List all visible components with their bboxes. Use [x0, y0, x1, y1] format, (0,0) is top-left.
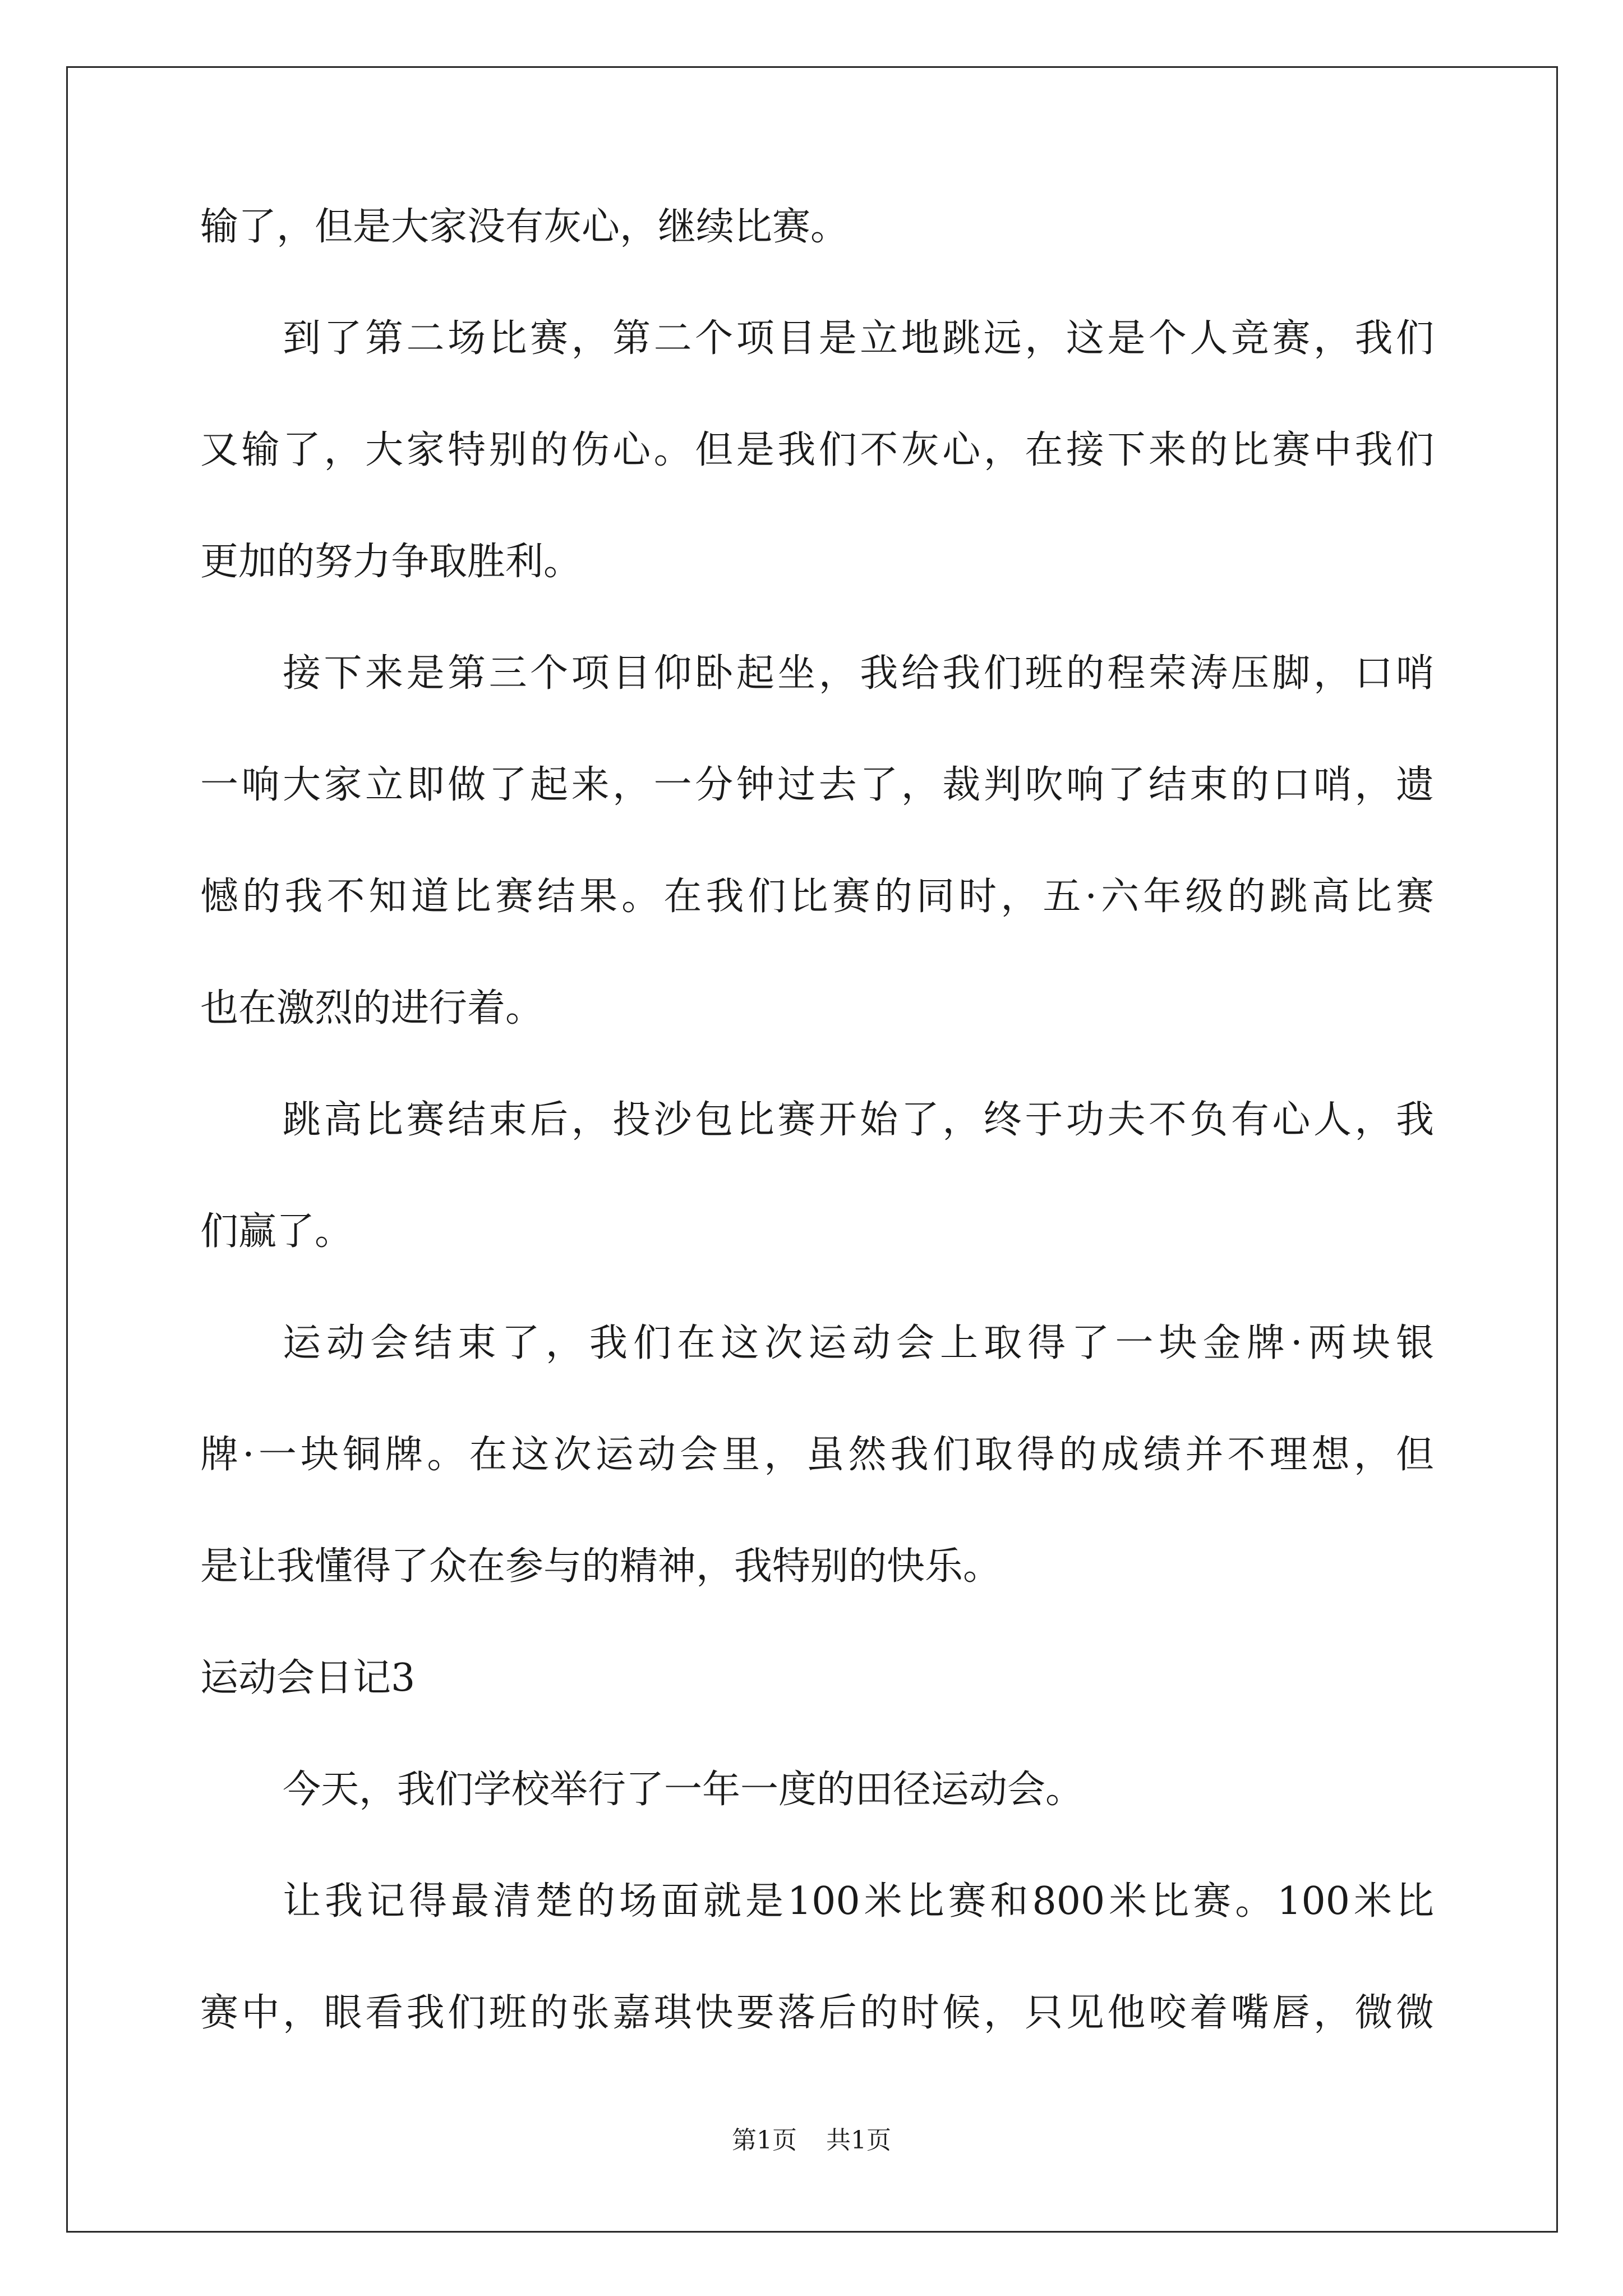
page-footer — [0, 2124, 1623, 2157]
text-line: 赛中，眼看我们班的张嘉琪快要落后的时候，只见他咬着嘴唇，微微 — [200, 1991, 1434, 2035]
text-line: 牌·一块铜牌。在这次运动会里，虽然我们取得的成绩并不理想，但 — [200, 1433, 1434, 1477]
text-line: 输了，但是大家没有灰心，继续比赛。 — [200, 205, 849, 249]
text-line: 也在激烈的进行着。 — [200, 986, 544, 1030]
text-line: 们赢了。 — [200, 1209, 353, 1254]
text-line: 让我记得最清楚的场面就是100米比赛和800米比赛。100米比 — [283, 1879, 1434, 1924]
document-body — [200, 199, 1434, 2097]
text-line: 是让我懂得了众在参与的精神，我特别的快乐。 — [200, 1544, 1002, 1589]
section-heading: 运动会日记3 — [200, 1656, 416, 1700]
text-line: 到了第二场比赛，第二个项目是立地跳远，这是个人竞赛，我们 — [283, 316, 1434, 361]
text-line: 更加的努力争取胜利。 — [200, 540, 582, 584]
page-total: 共1页 — [826, 2126, 891, 2155]
text-line: 接下来是第三个项目仰卧起坐，我给我们班的程荣涛压脚，口哨 — [283, 651, 1434, 696]
text-line: 又输了，大家特别的伤心。但是我们不灰心，在接下来的比赛中我们 — [200, 428, 1434, 472]
text-line: 运动会结束了，我们在这次运动会上取得了一块金牌·两块银 — [283, 1321, 1434, 1365]
page-number: 第1页 — [732, 2126, 797, 2155]
text-line: 憾的我不知道比赛结果。在我们比赛的同时，五·六年级的跳高比赛 — [200, 875, 1434, 919]
text-line: 一响大家立即做了起来，一分钟过去了，裁判吹响了结束的口哨，遗 — [200, 763, 1434, 807]
text-line: 今天，我们学校举行了一年一度的田径运动会。 — [283, 1768, 1084, 1812]
text-line: 跳高比赛结束后，投沙包比赛开始了，终于功夫不负有心人，我 — [283, 1098, 1434, 1142]
